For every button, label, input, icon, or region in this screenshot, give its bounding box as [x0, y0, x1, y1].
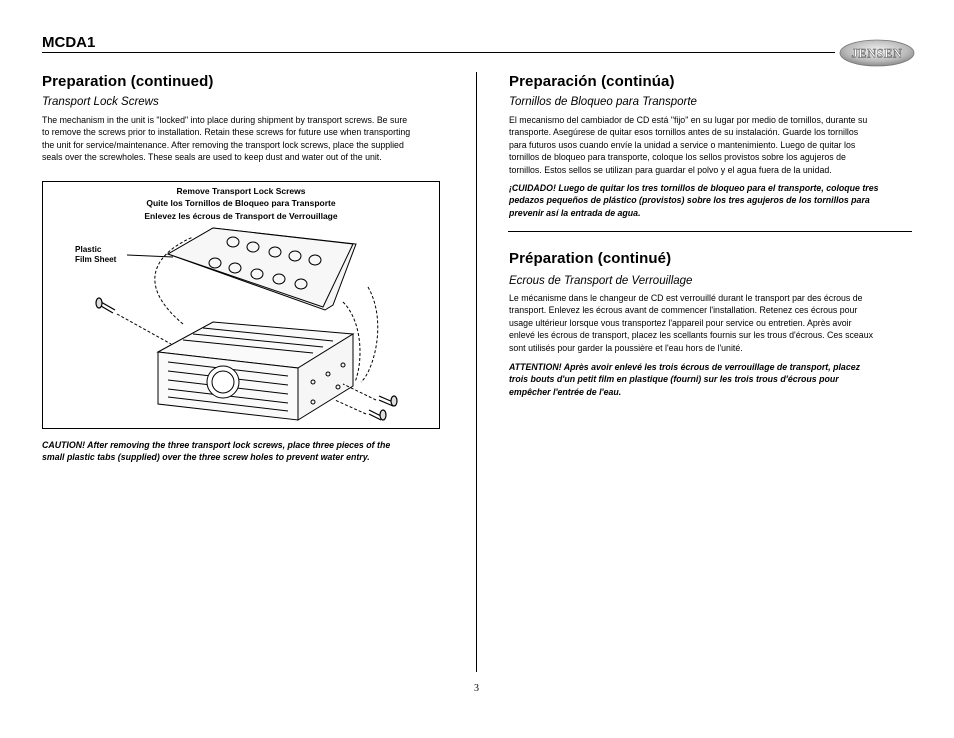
body-en	[42, 114, 462, 164]
body-line: The mechanism in the unit is "locked" into place during shipment by transport screws. Be sure	[42, 115, 408, 125]
section-title-en: Preparation (continued)	[42, 73, 214, 90]
transport-screw-figure	[42, 181, 440, 429]
film-sheet-label-line: Film Sheet	[75, 255, 117, 264]
caution-line: prevenir así la entrada de agua.	[509, 207, 641, 218]
caution-fr	[509, 361, 929, 398]
screw-icon	[379, 396, 397, 406]
section-title-fr: Préparation (continué)	[509, 250, 672, 267]
caution-line: CAUTION! After removing the three transport lock screws, place three pieces of the	[42, 440, 391, 450]
caution-es	[509, 182, 929, 219]
caution-line: small plastic tabs (supplied) over the three screw holes to prevent water entry.	[42, 452, 370, 463]
body-line: transport. Enlevez les écrous avant de commencer l'installation. Retenez ces écrous pour	[509, 305, 858, 316]
figure-caption-line: Quite los Tornillos de Bloqueo para Transporte	[146, 198, 336, 209]
body-fr	[509, 292, 929, 354]
body-line: El mecanismo del cambiador de CD está "fijo" en su lugar por medio de tornillos, durante su	[509, 115, 868, 125]
body-line: to remove the screws prior to installation. Retain these screws for future use when transporting	[42, 127, 411, 138]
figure-caption-line: Remove Transport Lock Screws	[176, 186, 306, 196]
caution-line: ¡CUIDADO! Luego de quitar los tres tornillos de bloqueo para el transporte, coloque tres	[509, 183, 879, 193]
cd-changer-unit	[158, 322, 353, 420]
screw-icon	[369, 410, 386, 420]
caution-line: ATTENTION! Après avoir enlevé les trois écrous de verrouillage de transport, placez	[509, 362, 861, 372]
section-subtitle-fr: Ecrous de Transport de Verrouillage	[509, 275, 693, 287]
caution-line: pedazos pequeños de plástico (provistos) sobre los tres agujeros de los tornillos para	[509, 195, 870, 206]
body-line: the unit for service/maintenance. After removing the transport lock screws, place the supplied	[42, 139, 404, 150]
caution-en	[42, 439, 462, 464]
model-name: MCDA1	[42, 34, 96, 51]
caution-line: trois bouts d'un petit film en plastique (fourni) sur les trois trous d'écrous pour	[509, 374, 839, 385]
logo-text: JENSEN	[851, 46, 903, 61]
body-line: sont utilisés pour garder la poussière et l'eau hors de l'unité.	[509, 342, 743, 353]
body-line: transporte. Asegúrese de quitar esos tornillos antes de su instalación. Guarde los tornillos	[509, 127, 859, 138]
body-es	[509, 114, 929, 176]
body-line: enlevé les écrous de transport, placez les scellants fournis sur les trous d'écrous. Ces sceaux	[509, 330, 873, 341]
jensen-logo	[838, 38, 916, 68]
header-rule	[42, 52, 835, 53]
body-line: usage ultérieur lorsque vous transportez l'appareil pour service ou entretien. Après avoir	[509, 317, 852, 328]
film-sheet-label	[75, 245, 116, 265]
body-line: Le mécanisme dans le changeur de CD est verrouillé durant le transport par des écrous de	[509, 293, 863, 303]
body-line: para futuros usos cuando envíe la unidad a service o mantenimiento. Luego de quitar los	[509, 139, 856, 150]
section-subtitle-en: Transport Lock Screws	[42, 96, 159, 108]
figure-caption-line: Enlevez les écrous de Transport de Verrouillage	[144, 210, 338, 221]
body-line: tornillos de bloqueo para transporte, coloque los sellos provistos sobre los agujeros de	[509, 152, 846, 163]
body-line: tornillos. Estos sellos se utilizan para guardar el polvo y el agua fuera de la unidad.	[509, 164, 832, 175]
film-sheet-label-line: Plastic	[75, 245, 102, 254]
section-subtitle-es: Tornillos de Bloqueo para Transporte	[509, 96, 697, 108]
body-line: seals over the screwholes. These seals are used to keep dust and water out of the unit.	[42, 152, 382, 163]
section-title-es: Preparación (continúa)	[509, 73, 675, 90]
section-divider	[508, 231, 912, 232]
page-number: 3	[474, 683, 479, 694]
column-divider	[476, 72, 477, 672]
caution-line: empêcher l'entrée de l'eau.	[509, 386, 622, 397]
screw-icon	[96, 298, 115, 313]
figure-caption	[43, 185, 439, 222]
